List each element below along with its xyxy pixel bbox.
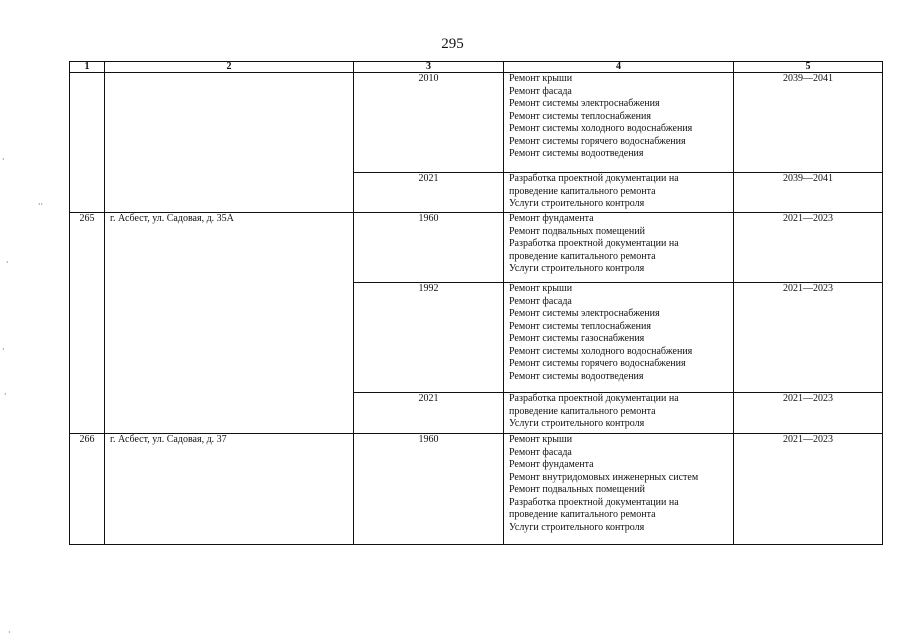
header-row [70,62,883,73]
works-list [504,283,734,393]
work-item: Ремонт фундамента [509,459,594,470]
scan-artifact-mark: · [6,258,9,267]
work-item: Ремонт фасада [509,85,572,97]
work-item: Ремонт крыши [509,73,573,84]
repair-period: 2021—2023 [734,283,883,393]
page-number: 295 [441,36,464,52]
work-item: Ремонт системы электроснабжения [509,98,660,109]
work-item: Ремонт системы газоснабжения [509,333,645,344]
work-item: Услуги строительного контроля [509,521,645,533]
work-item: Ремонт системы водоотведения [509,370,644,382]
table-row [70,73,883,173]
construction-year: 1992 [354,283,504,393]
scan-artifact-mark: · [2,345,5,354]
repair-period: 2039—2041 [734,173,883,213]
construction-year: 2010 [354,73,504,173]
repair-period: 2039—2041 [734,73,883,173]
work-item: Ремонт фасада [509,446,572,458]
row-number [70,73,105,213]
repair-period: 2021—2023 [734,213,883,283]
row-number: 266 [70,434,105,545]
header-col-4: 4 [504,62,734,73]
scan-artifact-mark: · [2,155,5,164]
work-item: проведение капитального ремонта [509,185,656,197]
work-item: Ремонт фасада [509,295,572,307]
header-col-3: 3 [354,62,504,73]
construction-year: 1960 [354,434,504,545]
row-address: г. Асбест, ул. Садовая, д. 35А [105,213,354,434]
construction-year: 2021 [354,393,504,434]
header-col-1: 1 [70,62,105,73]
work-item: Ремонт крыши [509,283,573,294]
work-item: Ремонт подвальных помещений [509,484,645,495]
repair-period: 2021—2023 [734,393,883,434]
works-list [504,434,734,545]
work-item: Ремонт системы холодного водоснабжения [509,123,693,134]
row-number: 265 [70,213,105,434]
work-item: Разработка проектной документации на [509,173,679,184]
work-item: Ремонт крыши [509,434,573,445]
repair-period: 2021—2023 [734,434,883,545]
header-col-5: 5 [734,62,883,73]
construction-year: 2021 [354,173,504,213]
work-item: Ремонт фундамента [509,213,594,224]
work-item: Услуги строительного контроля [509,418,645,429]
scan-artifact-mark: · [4,390,7,399]
work-item: Разработка проектной документации на [509,393,679,404]
scan-artifact-mark: ·· [38,200,44,209]
work-item: проведение капитального ремонта [509,405,656,417]
works-list [504,213,734,283]
work-item: Разработка проектной документации на [509,238,679,249]
scan-artifact-mark: · [8,628,11,637]
work-item: Ремонт системы теплоснабжения [509,110,651,122]
row-address [105,73,354,213]
table-row [70,213,883,283]
construction-year: 1960 [354,213,504,283]
work-item: Ремонт системы холодного водоснабжения [509,345,693,357]
work-item: Ремонт внутридомовых инженерных систем [509,471,699,483]
work-item: проведение капитального ремонта [509,509,656,520]
work-item: проведение капитального ремонта [509,250,656,262]
work-item: Ремонт подвальных помещений [509,225,645,237]
work-item: Ремонт системы электроснабжения [509,308,660,319]
work-item: Ремонт системы горячего водоснабжения [509,358,686,369]
work-item: Ремонт системы водоотведения [509,148,644,159]
works-list [504,393,734,434]
work-item: Разработка проектной документации на [509,496,679,508]
work-item: Услуги строительного контроля [509,198,645,209]
header-col-2: 2 [105,62,354,73]
table-row [70,434,883,545]
work-item: Услуги строительного контроля [509,263,645,274]
row-address: г. Асбест, ул. Садовая, д. 37 [105,434,354,545]
works-list [504,73,734,173]
work-item: Ремонт системы горячего водоснабжения [509,135,686,147]
repair-plan-table [69,61,883,545]
work-item: Ремонт системы теплоснабжения [509,320,651,332]
works-list [504,173,734,213]
